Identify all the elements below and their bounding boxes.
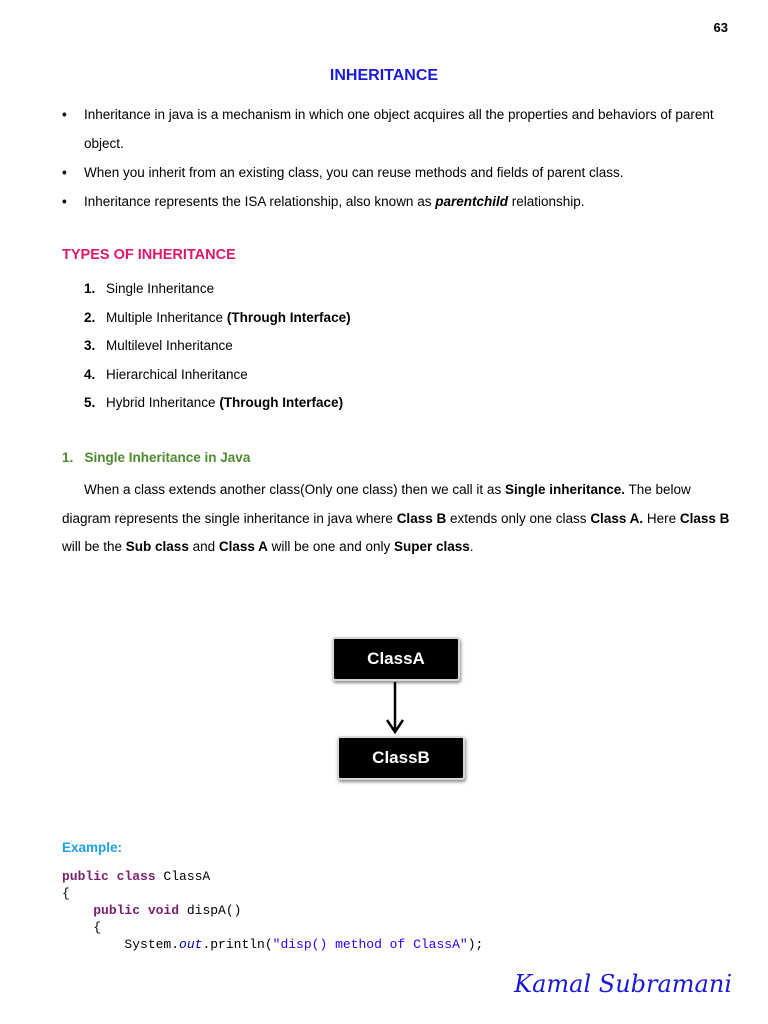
code-line [62,936,483,953]
code-line [62,902,483,919]
code-line: { [62,886,70,901]
para-text: . [469,539,474,554]
para-bold: Super class [393,539,470,554]
item-number: 5. [84,395,96,410]
item-label: Hierarchical Inheritance [106,366,248,382]
bullet-emphasis: parentchild [435,194,508,209]
code-keyword: public class [62,869,156,884]
item-label: Multiple Inheritance [106,309,227,325]
para-bold: Sub class [125,539,189,554]
types-list [84,278,351,421]
para-bold: Class A. [590,510,644,526]
intro-bullets [62,100,742,216]
types-list-item [84,392,351,421]
item-note: (Through Interface) [226,309,351,325]
item-number: 2. [84,309,96,325]
page-title: INHERITANCE [329,67,439,84]
types-list-item [84,335,351,364]
page-number: 63 [713,20,728,35]
code-text: ClassA [155,869,211,884]
para-bold: Class B [679,510,730,526]
para-text: extends only one class [446,510,591,526]
code-line: { [62,920,102,935]
bullet-text: Inheritance represents the ISA relationship, also known as [84,194,436,209]
class-b-box: ClassB [337,736,465,780]
para-text: will be one and only [267,539,394,554]
item-label: Single Inheritance [106,281,215,296]
code-field: out [179,937,203,952]
para-text: will be the [62,539,126,554]
code-text: dispA() [179,903,242,918]
code-keyword: public void [93,903,180,918]
code-line [62,868,483,885]
author-signature: Kamal Subramani [514,970,732,998]
types-list-item [84,364,351,393]
code-string: "disp() method of ClassA" [272,937,468,952]
item-label: Hybrid Inheritance [106,395,220,410]
item-number: 1. [84,281,96,296]
types-heading: TYPES OF INHERITANCE [62,247,236,263]
bullet-text: Inheritance in java is a mechanism in which one object acquires all the properties and behaviors of parent object. [84,107,714,151]
bullet-item: • When you inherit from an existing class, you can reuse methods and fields of parent class. [62,165,624,180]
class-a-box: ClassA [332,637,460,681]
example-label: Example: [62,840,123,855]
item-note: (Through Interface) [219,395,344,410]
bullet-text: When you inherit from an existing class, you can reuse methods and fields of parent class. [84,165,624,180]
types-list-item [84,307,351,336]
bullet-text: relationship. [507,194,585,209]
para-text: The below diagram represents the single inheritance in java where [62,482,691,526]
para-text: Here [643,510,680,526]
item-number: 3. [84,338,96,353]
para-text: When a class extends another class(Only one class) then we call it as [84,482,505,497]
down-arrow-icon [380,680,410,738]
para-text: and [188,539,219,554]
para-bold: Class A [218,539,268,554]
item-number: 4. [84,366,96,382]
bullet-item: • Inheritance represents the ISA relationship, also known as parentchild relationship. [62,194,585,209]
code-text: ); [467,937,484,952]
code-text: System. [62,937,180,952]
code-block [62,868,483,953]
single-inheritance-paragraph [62,476,742,562]
item-label: Multilevel Inheritance [106,338,233,353]
para-bold: Single inheritance. [504,482,625,497]
bullet-item: • Inheritance in java is a mechanism in which one object acquires all the properties and behaviors of parent object. [62,107,714,151]
code-indent [62,903,93,918]
single-inheritance-heading: 1. Single Inheritance in Java [62,450,251,465]
code-text: .println( [202,937,273,952]
para-bold: Class B [396,510,447,526]
types-list-item [84,278,351,307]
